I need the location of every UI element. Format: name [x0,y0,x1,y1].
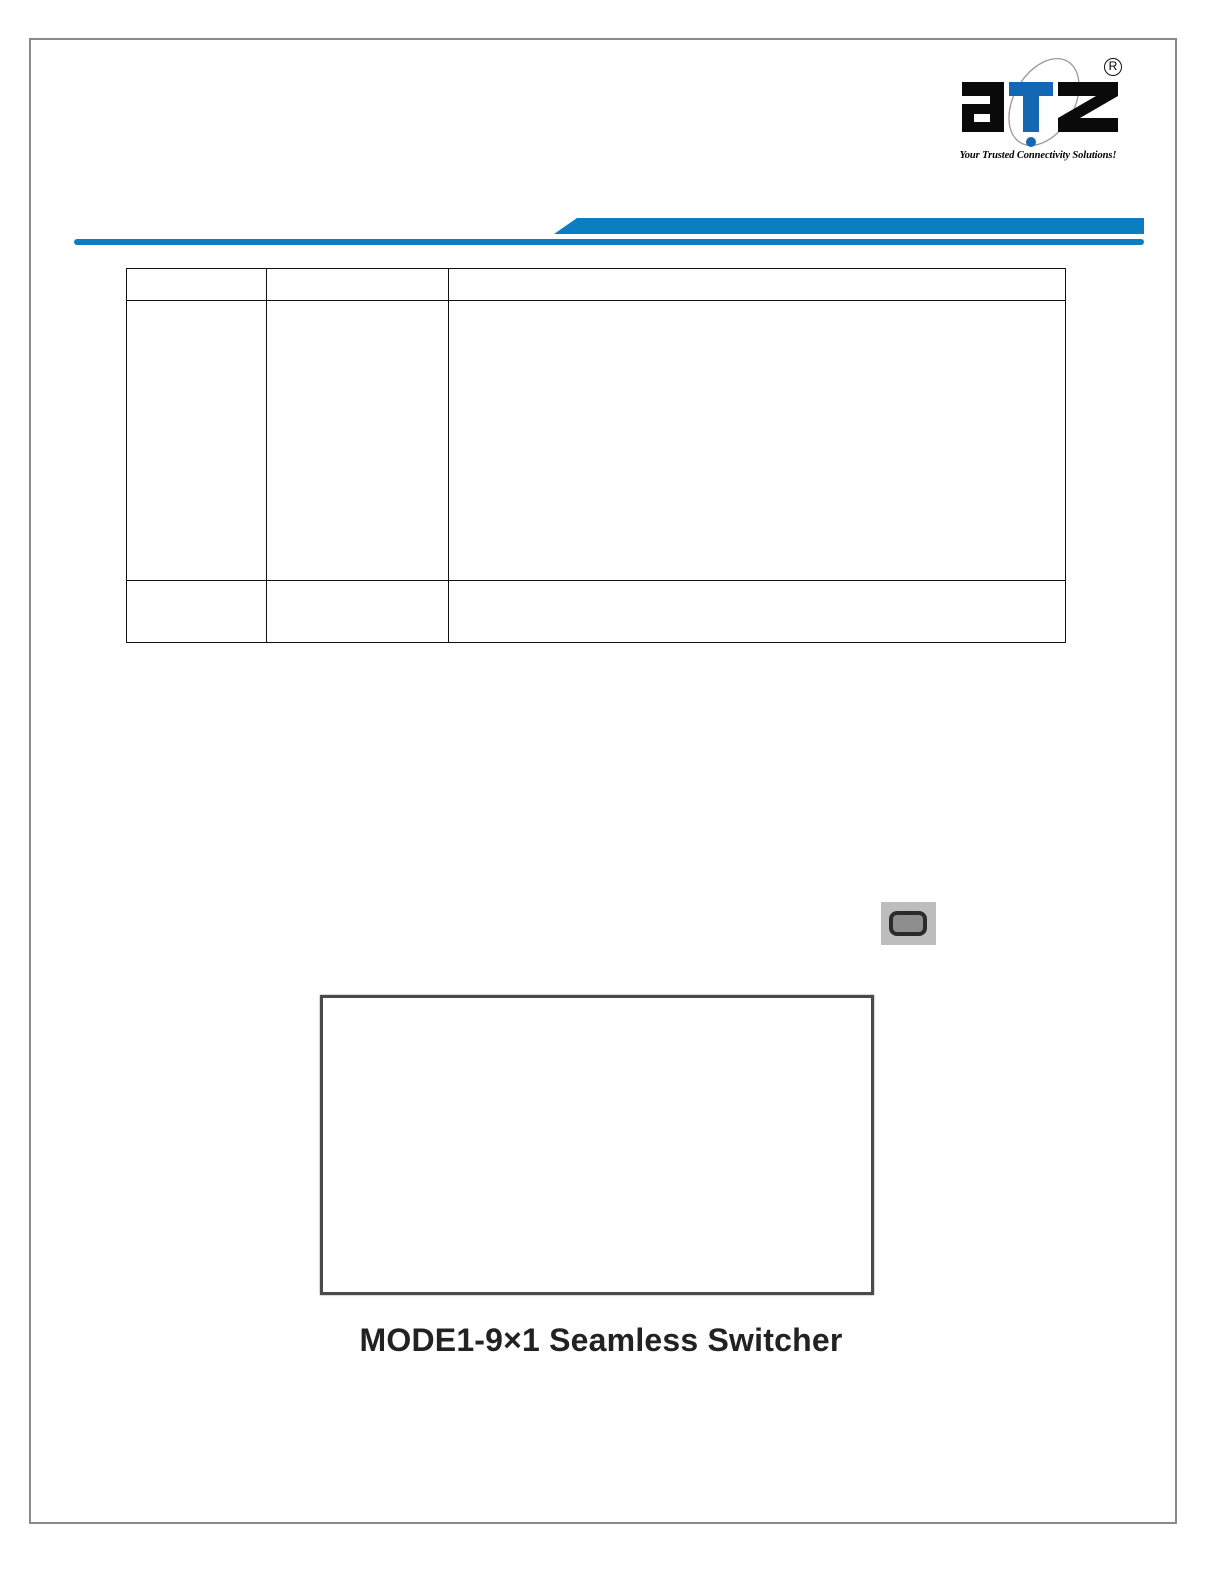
figure-caption: MODE1-9×1 Seamless Switcher [359,1322,843,1358]
logo-mark-icon [946,52,1130,152]
rounded-rectangle-button[interactable] [881,902,936,945]
spec-table [126,268,1066,643]
table-cell [267,269,449,301]
table-cell [267,581,449,643]
rounded-rectangle-icon [889,911,927,936]
table-cell [449,581,1066,643]
table-cell [127,581,267,643]
header-accent-line [74,239,1144,245]
table-cell [449,301,1066,581]
table-cell [267,301,449,581]
page-border [29,38,1177,1524]
table-row [127,269,1066,301]
registered-mark: R [1104,58,1122,76]
table-cell [449,269,1066,301]
company-logo [946,52,1130,170]
header-accent-wedge [554,218,1144,234]
switcher-display-frame [320,995,874,1295]
header-accent-bar [74,217,1146,247]
logo-tagline: Your Trusted Connectivity Solutions! [959,150,1117,161]
table-row [127,301,1066,581]
table-row [127,581,1066,643]
table-cell [127,301,267,581]
table-cell [127,269,267,301]
